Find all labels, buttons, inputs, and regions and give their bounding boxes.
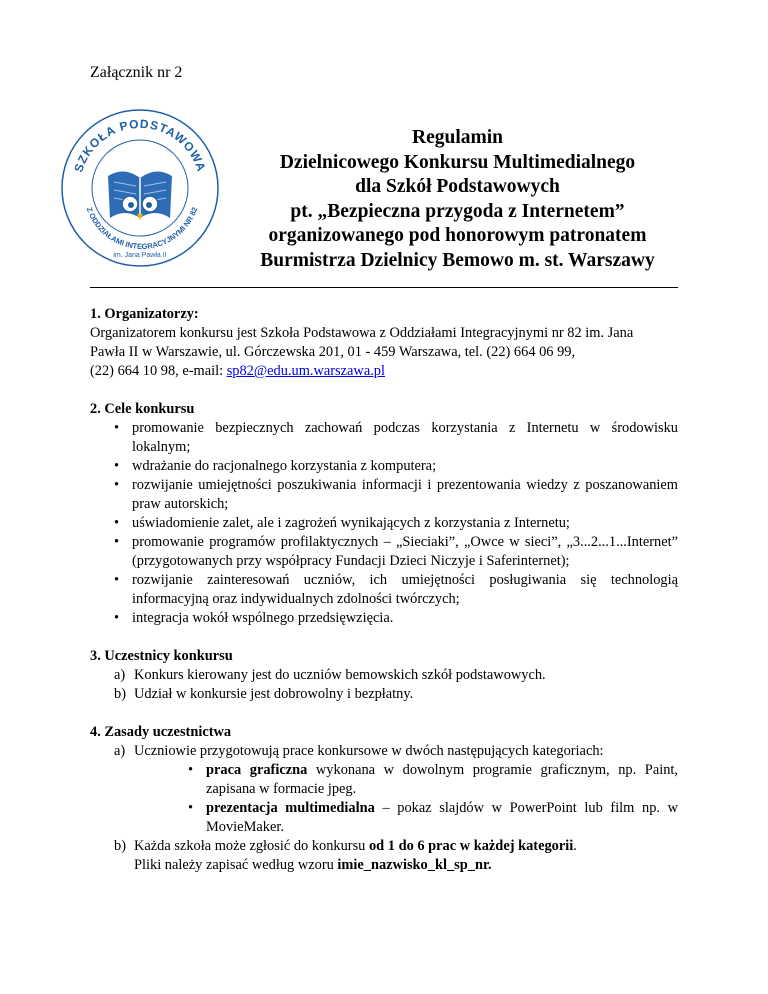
- category-name: praca graficzna: [206, 762, 308, 778]
- book-icon: [108, 171, 172, 218]
- logo-top-text: SZKOŁA PODSTAWOWA: [71, 116, 209, 174]
- category-name: prezentacja multimedialna: [206, 800, 375, 816]
- list-item: • rozwijanie umiejętności poszukiwania informacji i prezentowania wiedzy z poszanowaniem praw autorskich;: [132, 476, 678, 514]
- list-item: • rozwijanie zainteresowań uczniów, ich umiejętności posługiwania się technologią informacyjną oraz indywidualnych zdolności twórczych;: [132, 571, 678, 609]
- section-rules: [90, 723, 678, 875]
- category-item: [206, 799, 678, 837]
- categories-list: [134, 761, 678, 837]
- list-item: [114, 742, 678, 837]
- divider: [90, 287, 678, 288]
- participants-list: [90, 666, 678, 704]
- contact-prefix: (22) 664 10 98, e-mail:: [90, 363, 227, 379]
- title-line: pt. „Bezpieczna przygoda z Internetem”: [290, 200, 625, 222]
- logo-ring-text: Z ODDZIAŁAMI INTEGRACYJNYMI NR 82: [84, 205, 200, 251]
- section-organizers: [90, 305, 678, 381]
- list-item-text: Konkurs kierowany jest do uczniów bemowskich szkół podstawowych.: [134, 667, 546, 683]
- rules-list: [90, 742, 678, 875]
- list-item: • integracja wokół wspólnego przedsięwzięcia.: [132, 609, 678, 628]
- list-item-text: Pliki należy zapisać według wzoru: [134, 857, 338, 873]
- category-desc: – pokaz slajdów w PowerPoint lub film np. w MovieMaker.: [206, 800, 678, 835]
- section-heading: 1. Organizatorzy:: [90, 306, 199, 322]
- goals-list: [90, 419, 678, 628]
- list-item-text: .: [573, 838, 577, 854]
- list-item: • promowanie bezpiecznych zachowań podczas korzystania z Internetu w środowisku lokalnym;: [132, 419, 678, 457]
- list-marker: b): [114, 838, 126, 854]
- list-item: [114, 837, 678, 875]
- school-logo: [58, 106, 223, 271]
- list-marker: b): [114, 686, 126, 702]
- title-line: Burmistrza Dzielnicy Bemowo m. st. Warszawy: [260, 249, 655, 271]
- paragraph-line: [90, 362, 678, 381]
- annex-label: Załącznik nr 2: [90, 64, 183, 81]
- email-link[interactable]: sp82@edu.um.warszawa.pl: [226, 363, 386, 379]
- section-heading: 4. Zasady uczestnictwa: [90, 724, 232, 740]
- emphasis: od 1 do 6 prac w każdej kategorii: [368, 838, 574, 854]
- list-marker: a): [114, 667, 126, 683]
- list-item: • promowanie programów profilaktycznych – „Sieciaki”, „Owce w sieci”, „3...2...1...Internet” (przygotowanych przy współpracy Fundacji Dzieci Niczyje i Saferinternet);: [132, 533, 678, 571]
- filename-pattern: imie_nazwisko_kl_sp_nr.: [337, 857, 492, 873]
- list-item: [114, 666, 678, 685]
- regulation-title: [210, 126, 705, 273]
- document-body: [90, 305, 678, 894]
- paragraph-line: Organizatorem konkursu jest Szkoła Podstawowa z Oddziałami Integracyjnymi nr 82 im. Jana: [90, 325, 634, 341]
- title-line: dla Szkół Podstawowych: [355, 176, 560, 197]
- section-heading: 3. Uczestnicy konkursu: [90, 648, 233, 664]
- list-item: • wdrażanie do racjonalnego korzystania z komputera;: [132, 457, 678, 476]
- section-participants: [90, 647, 678, 704]
- list-marker: a): [114, 743, 126, 759]
- list-item-text: Uczniowie przygotowują prace konkursowe w dwóch następujących kategoriach:: [134, 743, 604, 759]
- list-item: [114, 685, 678, 704]
- list-item-text: Każda szkoła może zgłosić do konkursu: [134, 838, 369, 854]
- title-line: Dzielnicowego Konkursu Multimedialnego: [279, 151, 636, 173]
- section-goals: [90, 400, 678, 628]
- title-line: organizowanego pod honorowym patronatem: [268, 225, 647, 246]
- list-item: • uświadomienie zalet, ale i zagrożeń wynikających z korzystania z Internetu;: [132, 514, 678, 533]
- category-desc: wykonana w dowolnym programie graficznym, np. Paint, zapisana w formacie jpeg.: [206, 762, 678, 797]
- list-item-text: Udział w konkursie jest dobrowolny i bezpłatny.: [134, 686, 414, 702]
- logo-bottom-text: im. Jana Pawła II: [113, 252, 167, 259]
- title-line: Regulamin: [411, 127, 503, 148]
- paragraph-line: Pawła II w Warszawie, ul. Górczewska 201, 01 - 459 Warszawa, tel. (22) 664 06 99,: [90, 344, 576, 360]
- category-item: [206, 761, 678, 799]
- section-heading: 2. Cele konkursu: [90, 401, 195, 417]
